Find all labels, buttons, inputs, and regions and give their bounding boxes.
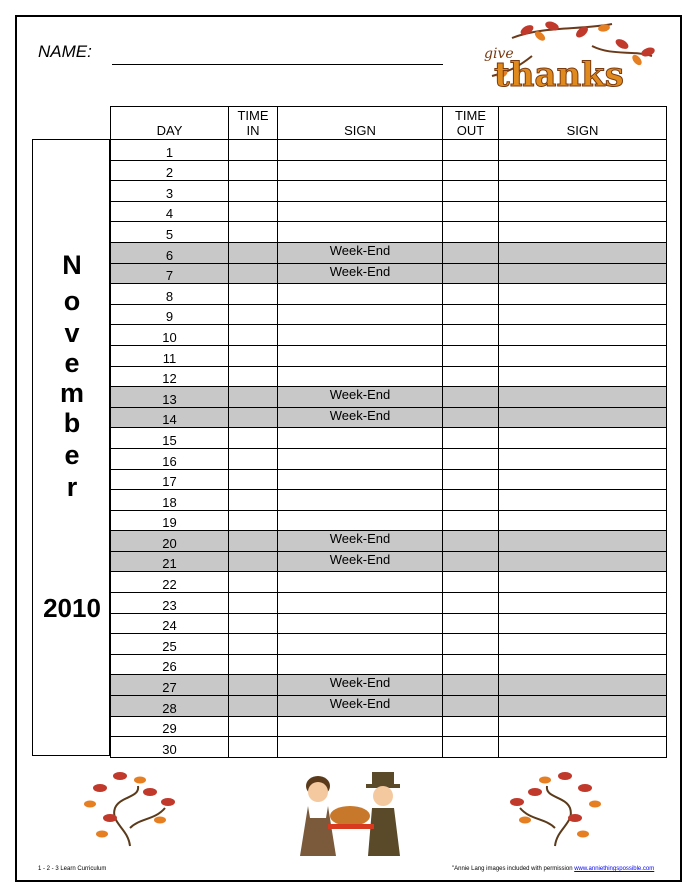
time-out-cell[interactable]: [443, 593, 499, 614]
time-in-cell[interactable]: [229, 572, 278, 593]
sign-out-cell[interactable]: [499, 345, 667, 366]
sign-out-cell[interactable]: [499, 696, 667, 717]
sign-in-cell[interactable]: Week-End: [278, 263, 443, 284]
time-in-cell[interactable]: [229, 160, 278, 181]
sign-out-cell[interactable]: [499, 140, 667, 161]
sign-out-cell[interactable]: [499, 737, 667, 758]
time-out-cell[interactable]: [443, 531, 499, 552]
time-out-cell[interactable]: [443, 572, 499, 593]
time-out-cell[interactable]: [443, 634, 499, 655]
month-letter: e: [64, 348, 80, 378]
time-out-cell[interactable]: [443, 140, 499, 161]
time-in-cell[interactable]: [229, 448, 278, 469]
table-row: [111, 551, 667, 572]
time-in-cell[interactable]: [229, 716, 278, 737]
day-cell: 30: [111, 737, 229, 758]
table-row: [111, 263, 667, 284]
time-in-cell[interactable]: [229, 304, 278, 325]
sign-in-cell[interactable]: [278, 737, 443, 758]
table-row: [111, 325, 667, 346]
time-in-cell[interactable]: [229, 490, 278, 511]
time-in-cell[interactable]: [229, 345, 278, 366]
table-row: [111, 737, 667, 758]
sign-out-cell[interactable]: [499, 407, 667, 428]
sign-out-cell[interactable]: [499, 428, 667, 449]
col-header-time-out: TIME OUT: [443, 107, 499, 140]
day-cell: 8: [111, 284, 229, 305]
sign-in-cell[interactable]: [278, 304, 443, 325]
table-row: [111, 634, 667, 655]
sign-out-cell[interactable]: [499, 613, 667, 634]
day-cell: 15: [111, 428, 229, 449]
sign-in-cell[interactable]: [278, 325, 443, 346]
time-in-cell[interactable]: [229, 181, 278, 202]
time-out-cell[interactable]: [443, 716, 499, 737]
logo-text-give: give: [484, 46, 514, 62]
day-cell: 26: [111, 654, 229, 675]
table-row: [111, 613, 667, 634]
month-letter: b: [63, 408, 81, 438]
month-column: [32, 139, 110, 756]
footer-credit-right: "Annie Lang images included with permission www.anniethingspossible.com: [452, 866, 655, 872]
sign-out-cell[interactable]: [499, 284, 667, 305]
time-out-cell[interactable]: [443, 654, 499, 675]
sign-in-cell[interactable]: [278, 510, 443, 531]
col-header-sign-out: SIGN: [499, 107, 667, 140]
sign-in-cell[interactable]: [278, 716, 443, 737]
day-cell: 3: [111, 181, 229, 202]
table-row: [111, 716, 667, 737]
time-in-cell[interactable]: [229, 140, 278, 161]
sign-out-cell[interactable]: [499, 181, 667, 202]
day-cell: 28: [111, 696, 229, 717]
time-out-cell[interactable]: [443, 263, 499, 284]
autumn-branch-left-icon: [80, 768, 180, 848]
time-in-cell[interactable]: [229, 407, 278, 428]
time-in-cell[interactable]: [229, 654, 278, 675]
attendance-table: [110, 106, 667, 758]
time-in-cell[interactable]: [229, 366, 278, 387]
sign-out-cell[interactable]: [499, 201, 667, 222]
sign-in-cell[interactable]: [278, 654, 443, 675]
sign-out-cell[interactable]: [499, 593, 667, 614]
time-out-cell[interactable]: [443, 510, 499, 531]
sign-in-cell[interactable]: Week-End: [278, 696, 443, 717]
sign-out-cell[interactable]: [499, 634, 667, 655]
time-in-cell[interactable]: [229, 201, 278, 222]
sign-in-cell[interactable]: [278, 201, 443, 222]
table-row: [111, 387, 667, 408]
time-out-cell[interactable]: [443, 181, 499, 202]
sign-in-cell[interactable]: Week-End: [278, 551, 443, 572]
footer-credit-left: 1 - 2 - 3 Learn Curriculum: [38, 866, 107, 872]
time-out-cell[interactable]: [443, 490, 499, 511]
sign-in-cell[interactable]: [278, 469, 443, 490]
name-label: NAME:: [38, 42, 92, 61]
day-cell: 6: [111, 242, 229, 263]
table-row: [111, 304, 667, 325]
table-row: [111, 366, 667, 387]
time-in-cell[interactable]: [229, 263, 278, 284]
sign-out-cell[interactable]: [499, 531, 667, 552]
time-out-cell[interactable]: [443, 345, 499, 366]
sign-out-cell[interactable]: [499, 490, 667, 511]
table-row: [111, 469, 667, 490]
day-cell: 27: [111, 675, 229, 696]
table-row: [111, 201, 667, 222]
time-out-cell[interactable]: [443, 613, 499, 634]
sign-out-cell[interactable]: [499, 675, 667, 696]
time-in-cell[interactable]: [229, 531, 278, 552]
time-out-cell[interactable]: [443, 469, 499, 490]
sign-in-cell[interactable]: [278, 448, 443, 469]
sign-in-cell[interactable]: [278, 222, 443, 243]
give-thanks-logo: [472, 16, 662, 96]
sign-out-cell[interactable]: [499, 469, 667, 490]
sign-in-cell[interactable]: [278, 140, 443, 161]
table-row: [111, 222, 667, 243]
day-cell: 13: [111, 387, 229, 408]
day-cell: 9: [111, 304, 229, 325]
day-cell: 12: [111, 366, 229, 387]
table-row: [111, 490, 667, 511]
month-letter: o: [63, 286, 81, 316]
month-letter: r: [66, 472, 78, 502]
sign-in-cell[interactable]: [278, 634, 443, 655]
sign-in-cell[interactable]: Week-End: [278, 531, 443, 552]
table-row: [111, 572, 667, 593]
table-row: [111, 654, 667, 675]
table-header-row: [111, 107, 667, 140]
sign-out-cell[interactable]: [499, 304, 667, 325]
col-header-day: DAY: [111, 107, 229, 140]
time-out-cell[interactable]: [443, 222, 499, 243]
footer-link[interactable]: www.anniethingspossible.com: [574, 866, 655, 872]
day-cell: 18: [111, 490, 229, 511]
table-row: [111, 448, 667, 469]
day-cell: 22: [111, 572, 229, 593]
month-letter: m: [59, 378, 84, 408]
time-in-cell[interactable]: [229, 634, 278, 655]
day-cell: 21: [111, 551, 229, 572]
table-row: [111, 140, 667, 161]
sign-in-cell[interactable]: [278, 181, 443, 202]
table-row: [111, 696, 667, 717]
sign-out-cell[interactable]: [499, 222, 667, 243]
table-row: [111, 407, 667, 428]
time-in-cell[interactable]: [229, 222, 278, 243]
table-row: [111, 510, 667, 531]
day-cell: 14: [111, 407, 229, 428]
sign-in-cell[interactable]: [278, 428, 443, 449]
time-out-cell[interactable]: [443, 304, 499, 325]
table-row: [111, 242, 667, 263]
sign-in-cell[interactable]: [278, 345, 443, 366]
time-in-cell[interactable]: [229, 551, 278, 572]
sign-in-cell[interactable]: Week-End: [278, 242, 443, 263]
time-in-cell[interactable]: [229, 325, 278, 346]
day-cell: 20: [111, 531, 229, 552]
day-cell: 19: [111, 510, 229, 531]
time-out-cell[interactable]: [443, 551, 499, 572]
time-in-cell[interactable]: [229, 387, 278, 408]
sign-in-cell[interactable]: [278, 593, 443, 614]
table-row: [111, 284, 667, 305]
sign-in-cell[interactable]: [278, 284, 443, 305]
time-in-cell[interactable]: [229, 428, 278, 449]
time-in-cell[interactable]: [229, 510, 278, 531]
time-out-cell[interactable]: [443, 428, 499, 449]
time-in-cell[interactable]: [229, 737, 278, 758]
time-out-cell[interactable]: [443, 737, 499, 758]
table-row: [111, 531, 667, 552]
time-in-cell[interactable]: [229, 675, 278, 696]
sign-in-cell[interactable]: [278, 160, 443, 181]
sign-out-cell[interactable]: [499, 716, 667, 737]
sign-out-cell[interactable]: [499, 325, 667, 346]
year-label: 2010: [43, 593, 101, 623]
sign-in-cell[interactable]: [278, 366, 443, 387]
time-out-cell[interactable]: [443, 201, 499, 222]
sign-out-cell[interactable]: [499, 510, 667, 531]
day-cell: 23: [111, 593, 229, 614]
sign-out-cell[interactable]: [499, 387, 667, 408]
sign-in-cell[interactable]: [278, 572, 443, 593]
name-entry-line[interactable]: [112, 64, 443, 65]
time-out-cell[interactable]: [443, 407, 499, 428]
time-in-cell[interactable]: [229, 242, 278, 263]
time-out-cell[interactable]: [443, 696, 499, 717]
table-row: [111, 593, 667, 614]
sign-out-cell[interactable]: [499, 551, 667, 572]
sign-out-cell[interactable]: [499, 160, 667, 181]
sign-out-cell[interactable]: [499, 242, 667, 263]
month-letter: N: [62, 250, 82, 280]
pilgrims-with-turkey-icon: [288, 766, 418, 862]
month-letter: v: [64, 318, 80, 348]
table-row: [111, 428, 667, 449]
time-in-cell[interactable]: [229, 284, 278, 305]
time-out-cell[interactable]: [443, 448, 499, 469]
time-out-cell[interactable]: [443, 242, 499, 263]
time-in-cell[interactable]: [229, 593, 278, 614]
table-row: [111, 160, 667, 181]
time-in-cell[interactable]: [229, 469, 278, 490]
sign-in-cell[interactable]: [278, 490, 443, 511]
autumn-branch-right-icon: [505, 768, 605, 848]
sign-in-cell[interactable]: Week-End: [278, 387, 443, 408]
day-cell: 4: [111, 201, 229, 222]
table-row: [111, 181, 667, 202]
sign-out-cell[interactable]: [499, 654, 667, 675]
day-cell: 2: [111, 160, 229, 181]
logo-text-thanks: thanks: [494, 55, 624, 95]
day-cell: 11: [111, 345, 229, 366]
day-cell: 7: [111, 263, 229, 284]
table-row: [111, 345, 667, 366]
month-letter: e: [64, 440, 80, 470]
time-out-cell[interactable]: [443, 366, 499, 387]
time-in-cell[interactable]: [229, 696, 278, 717]
time-out-cell[interactable]: [443, 387, 499, 408]
sign-in-cell[interactable]: Week-End: [278, 675, 443, 696]
sign-in-cell[interactable]: [278, 613, 443, 634]
day-cell: 1: [111, 140, 229, 161]
time-out-cell[interactable]: [443, 160, 499, 181]
time-out-cell[interactable]: [443, 325, 499, 346]
day-cell: 10: [111, 325, 229, 346]
day-cell: 24: [111, 613, 229, 634]
sign-in-cell[interactable]: Week-End: [278, 407, 443, 428]
table-row: [111, 675, 667, 696]
col-header-sign-in: SIGN: [278, 107, 443, 140]
day-cell: 25: [111, 634, 229, 655]
day-cell: 29: [111, 716, 229, 737]
day-cell: 16: [111, 448, 229, 469]
time-out-cell[interactable]: [443, 284, 499, 305]
sign-out-cell[interactable]: [499, 572, 667, 593]
time-out-cell[interactable]: [443, 675, 499, 696]
sign-out-cell[interactable]: [499, 448, 667, 469]
sign-out-cell[interactable]: [499, 263, 667, 284]
time-in-cell[interactable]: [229, 613, 278, 634]
sign-out-cell[interactable]: [499, 366, 667, 387]
day-cell: 17: [111, 469, 229, 490]
day-cell: 5: [111, 222, 229, 243]
col-header-time-in: TIME IN: [229, 107, 278, 140]
